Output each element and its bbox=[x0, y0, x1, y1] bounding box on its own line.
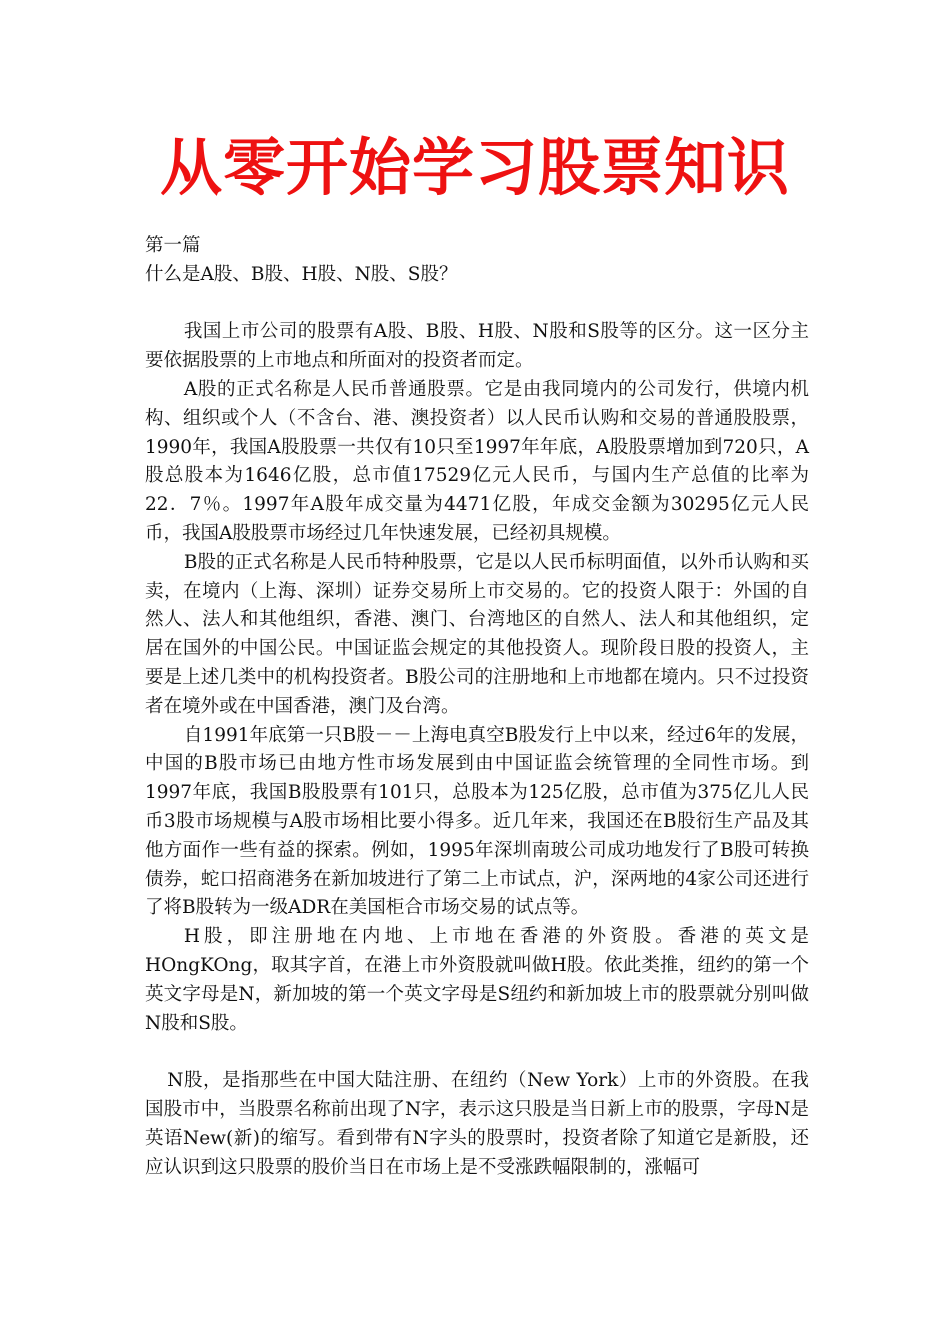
document-body bbox=[145, 232, 809, 1182]
paragraph-intro: 我国上市公司的股票有A股、B股、H股、N股和S股等的区分。这一区分主要依据股票的上市地点和所面对的投资者而定。 bbox=[145, 321, 809, 372]
paragraph-n-shares: N股，是指那些在中国大陆注册、在纽约（New York）上市的外资股。在我国股市中，当股票名称前出现了N字，表示这只股是当日新上市的股票，字母N是英语New(新)的缩写。看到带有N字头的股票时，投资者除了知道它是新股，还应认识到这只股票的股价当日在市场上是不受涨跌幅限制的，涨幅可 bbox=[145, 1070, 809, 1178]
section-question: 什么是A股、B股、H股、N股、S股？ bbox=[145, 263, 458, 285]
chapter-label: 第一篇 bbox=[145, 235, 201, 256]
paragraph-a-shares: A股的正式名称是人民币普通股票。它是由我同境内的公司发行，供境内机构、组织或个人（不含台、港、澳投资者）以人民币认购和交易的普通股股票，1990年，我国A股股票一共仅有10只至1997年年底，A股股票增加到720只，A股总股本为1646亿股，总市值17529亿元人民币，与国内生产总值的比率为22．7％。1997年A股年成交量为4471亿股，年成交金额为30295亿元人民币，我国A股股票市场经过几年快速发展，已经初具规模。 bbox=[145, 378, 809, 544]
blank-line bbox=[145, 1038, 809, 1067]
document-title: 从零开始学习股票知识 bbox=[159, 131, 790, 204]
blank-line bbox=[145, 290, 809, 319]
paragraph-b-shares: B股的正式名称是人民币特种股票，它是以人民币标明面值，以外币认购和买卖，在境内（上海、深圳）证券交易所上市交易的。它的投资人限于：外国的自然人、法人和其他组织，香港、澳门、台湾地区的自然人、法人和其他组织，定居在国外的中国公民。中国证监会规定的其他投资人。现阶段日股的投资人，主要是上述几类中的机构投资者。B股公司的注册地和上市地都在境内。只不过投资者在境外或在中国香港，澳门及台湾。 bbox=[145, 551, 809, 717]
paragraph-b-share-history: 自1991年底第一只B股－－上海电真空B股发行上中以来，经过6年的发展，中国的B股市场已由地方性市场发展到由中国证监会统管理的全同性市场。到1997年底，我国B股股票有101只，总股本为125亿股，总市值为375亿儿人民币3股市场规模与A股市场相比要小得多。近几年来，我国还在B股衍生产品及其他方面作一些有益的探索。例如，1995年深圳南玻公司成功地发行了B股可转换债券，蛇口招商港务在新加坡进行了第二上市试点，沪，深两地的4家公司还进行了将B股转为一级ADR在美国柜合市场交易的试点等。 bbox=[145, 724, 809, 919]
paragraph-h-shares: H股，即注册地在内地、上市地在香港的外资股。香港的英文是HOngKOng，取其字首，在港上市外资股就叫做H股。依此类推，纽约的第一个英文字母是N，新加坡的第一个英文字母是S纽约和新加坡上市的股票就分别叫做N股和S股。 bbox=[145, 926, 809, 1034]
